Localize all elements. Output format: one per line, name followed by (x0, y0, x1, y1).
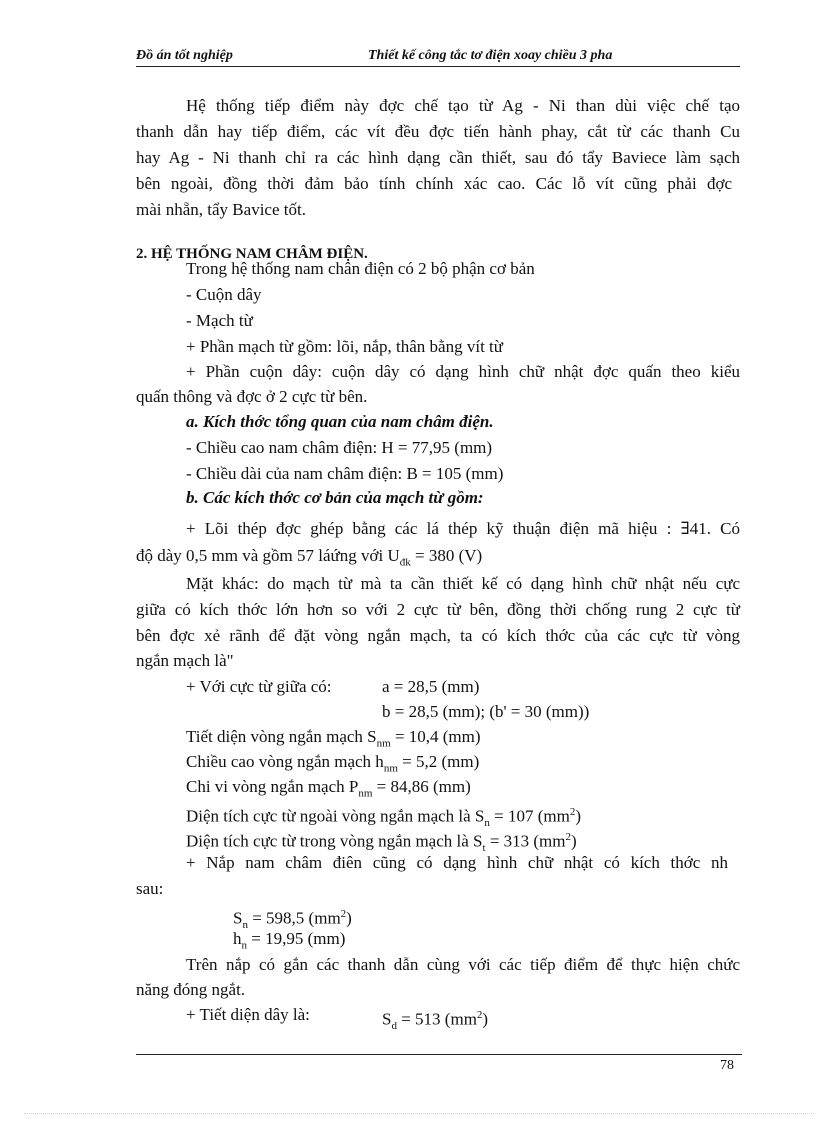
list-item-magnetic-circuit: - Mạch từ (186, 311, 253, 330)
header-right-title: Thiết kế công tắc tơ điện xoay chiều 3 pha (368, 48, 613, 63)
para1-line2: thanh dẫn hay tiếp điểm, các vít đều đợc tiến hành phay, cắt từ các thanh Cu (136, 122, 740, 141)
subheading-b: b. Các kích thớc cơ bản của mạch từ gồm: (186, 488, 484, 507)
other-line1: Mặt khác: do mạch từ mà ta cần thiết kế có dạng hình chữ nhật nếu cực (186, 574, 740, 593)
other-line3: bên đợc xẻ rãnh để đặt vòng ngắn mạch, ta có kích thớc của các cực từ vòng (136, 626, 740, 645)
section-intro: Trong hệ thống nam chân điện có 2 bộ phận cơ bản (186, 259, 535, 278)
pnm-line: Chi vi vòng ngắn mạch $P_{nm} = 84,86$ (mm) (186, 777, 471, 800)
list-item-circuit-part: + Phần mạch từ gồm: lõi, nắp, thân bằng vít từ (186, 337, 503, 356)
subheading-a: a. Kích thớc tổng quan của nam châm điện. (186, 412, 494, 431)
footer-rule (136, 1054, 742, 1055)
header-left-title: Đồ án tốt nghiệp (136, 48, 233, 63)
lid-line2: sau: (136, 879, 164, 898)
other-line4: ngắn mạch là" (136, 651, 234, 670)
sn-line: Diện tích cực từ ngoài vòng ngắn mạch là $S_n = 107$ $(mm^2)$ (186, 806, 582, 830)
snm-line: Tiết diện vòng ngắn mạch $S_{nm} = 10,4$ (mm) (186, 727, 481, 750)
top-line2: năng đóng ngắt. (136, 980, 246, 999)
core-line1: + Lõi thép đợc ghép bằng các lá thép kỹ thuận điện mã hiệu : ∃41. Có (186, 519, 740, 538)
wire-label: + Tiết diện dây là: (186, 1005, 310, 1024)
lid-sn: $S_n = 598,5$ $(mm^2)$ (233, 908, 352, 932)
mid-pole-a: a = 28,5 (mm) (382, 677, 480, 696)
lid-line1: + Nắp nam châm điên cũng có dạng hình chữ nhật có kích thớc nh (186, 853, 728, 872)
mid-pole-b: b = 28,5 (mm); (b' = 30 (mm)) (382, 702, 590, 721)
page-number: 78 (720, 1058, 734, 1073)
mid-pole-label: + Với cực từ giữa có: (186, 677, 332, 696)
para1-line5: mài nhẵn, tẩy Bavice tốt. (136, 200, 306, 219)
page-header (136, 48, 740, 67)
hnm-line: Chiều cao vòng ngắn mạch $h_{nm} = 5,2$ (mm) (186, 752, 480, 775)
para1-line3: hay Ag - Ni thanh chỉ ra các hình dạng cần thiết, sau đó tẩy Baviece làm sạch (136, 148, 740, 167)
section-heading: 2. HỆ THỐNG NAM CHÂM ĐIỆN. (136, 246, 368, 262)
list-item-coil: - Cuộn dây (186, 285, 262, 304)
page-bottom-border (24, 1113, 814, 1114)
para1-line1: Hệ thống tiếp điểm này đợc chế tạo từ Ag - Ni than dùi việc chế tạo (186, 96, 740, 115)
list-item-coil-part: + Phần cuộn dây: cuộn dây có dạng hình chữ nhật đợc quấn theo kiểu (186, 362, 740, 381)
height-value: - Chiều cao nam châm điện: H = 77,95 (mm) (186, 438, 493, 457)
core-line2: độ dày 0,5 mm và gồm 57 láứng với $U_{đk} = 380$ (V) (136, 546, 483, 569)
wire-value: $S_d = 513$ $(mm^2)$ (382, 1009, 489, 1033)
other-line2: giữa có kích thớc lớn hơn so với 2 cực từ bên, đồng thời chống rung 2 cực từ (136, 600, 740, 619)
st-line: Diện tích cực từ trong vòng ngắn mạch là $S_t = 313$ $(mm^2)$ (186, 831, 577, 855)
lid-hn: $h_n = 19,95$ (mm) (233, 929, 346, 952)
list-item-coil-part-cont: quấn thông và đợc ở 2 cực từ bên. (136, 387, 368, 406)
top-line1: Trên nắp có gắn các thanh dẫn cùng với các tiếp điểm để thực hiện chức (186, 955, 740, 974)
length-value: - Chiều dài của nam châm điện: B = 105 (mm) (186, 464, 504, 483)
para1-line4: bên ngoài, đồng thời đảm bảo tính chính xác cao. Các lỗ vít cũng phải đợc (136, 174, 732, 193)
